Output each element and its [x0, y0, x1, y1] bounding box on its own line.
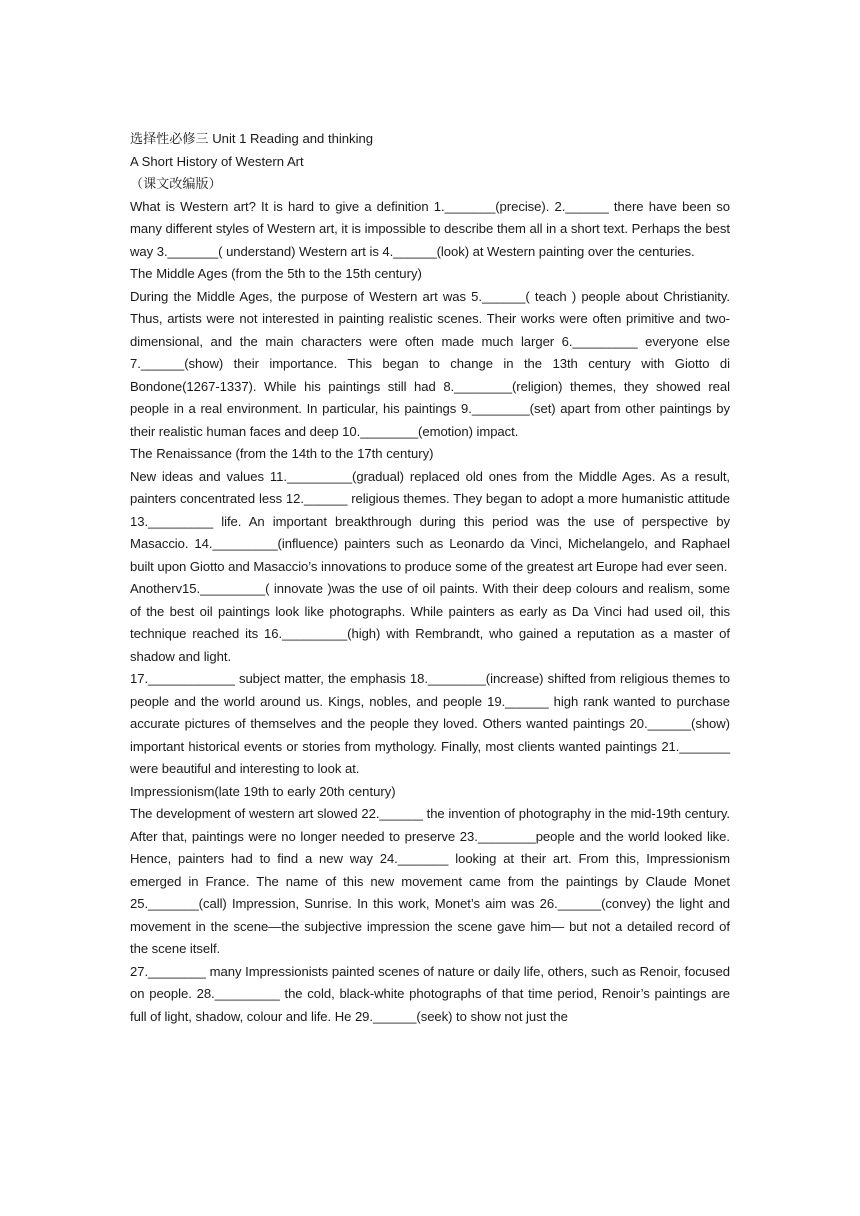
paragraph-impressionism-1: The development of western art slowed 22.______ the invention of photography in the mid-19th century. After that, paintings were no longer needed to preserve 23.________people and the world looked like. Hence, painters had to find a new way 24._______ looking at their art. From this, Impressionism emerged in France. The name of this new movement came from the paintings by Claude Monet 25._______(call) Impression, Sunrise. In this work, Monet’s aim was 26.______(convey) the light and movement in the scene—the subjective impression the scene gave him— but not a detailed record of the scene itself. — [130, 806, 730, 956]
course-line: 选择性必修三 Unit 1 Reading and thinking — [130, 131, 374, 146]
section-heading-renaissance: The Renaissance (from the 14th to the 17th century) — [130, 446, 434, 461]
section-heading-middle-ages: The Middle Ages (from the 5th to the 15th century) — [130, 266, 422, 281]
document-title: A Short History of Western Art — [130, 153, 304, 169]
section-heading-impressionism: Impressionism(late 19th to early 20th century) — [130, 783, 396, 799]
paragraph-impressionism-2: 27.________ many Impressionists painted scenes of nature or daily life, others, such as Renoir, focused on people. 28._________ the cold, black-white photographs of that time period, Renoir’s paintings are full of light, shadow, colour and life. He 29.______(seek) to show not just the — [130, 963, 730, 1024]
paragraph-renaissance-1: New ideas and values 11._________(gradual) replaced old ones from the Middle Ages. As a result, painters concentrated less 12.______ religious themes. They began to adopt a more humanistic attitude 13._________ life. An important breakthrough during this period was the use of perspective by Masaccio. 14._________(influence) painters such as Leonardo da Vinci, Michelangelo, and Raphael built upon Giotto and Masaccio’s innovations to produce some of the greatest art Europe had ever seen. — [130, 468, 730, 574]
document-page — [130, 128, 730, 1028]
paragraph-renaissance-2: Anotherv15._________( innovate )was the use of oil paints. With their deep colours and realism, some of the best oil paintings look like photographs. While painters as early as Da Vinci had used oil, this technique reached its 16._________(high) with Rembrandt, who gained a reputation as a master of shadow and light. — [130, 581, 730, 664]
paragraph-intro: What is Western art? It is hard to give a definition 1._______(precise). 2.______ there have been so many different styles of Western art, it is impossible to describe them all in a short text. Perhaps the best way 3._______( understand) Western art is 4.______(look) at Western painting over the centuries. — [130, 198, 730, 259]
document-subtitle: （课文改编版） — [130, 176, 222, 191]
paragraph-middle-ages: During the Middle Ages, the purpose of Western art was 5.______( teach ) people about Christianity. Thus, artists were not interested in painting realistic scenes. Their works were often primitive and two-dimensional, and the main characters were often made much larger 6._________ everyone else 7.______(show) their importance. This began to change in the 13th century with Giotto di Bondone(1267-1337). While his paintings still had 8.________(religion) themes, they showed real people in a real environment. In particular, his paintings 9.________(set) apart from other paintings by their realistic human faces and deep 10.________(emotion) impact. — [130, 288, 730, 439]
paragraph-renaissance-3: 17.____________ subject matter, the emphasis 18.________(increase) shifted from religious themes to people and the world around us. Kings, nobles, and people 19.______ high rank wanted to purchase accurate pictures of themselves and the people they loved. Others wanted paintings 20.______(show) important historical events or stories from mythology. Finally, most clients wanted paintings 21._______ were beautiful and interesting to look at. — [130, 671, 730, 776]
